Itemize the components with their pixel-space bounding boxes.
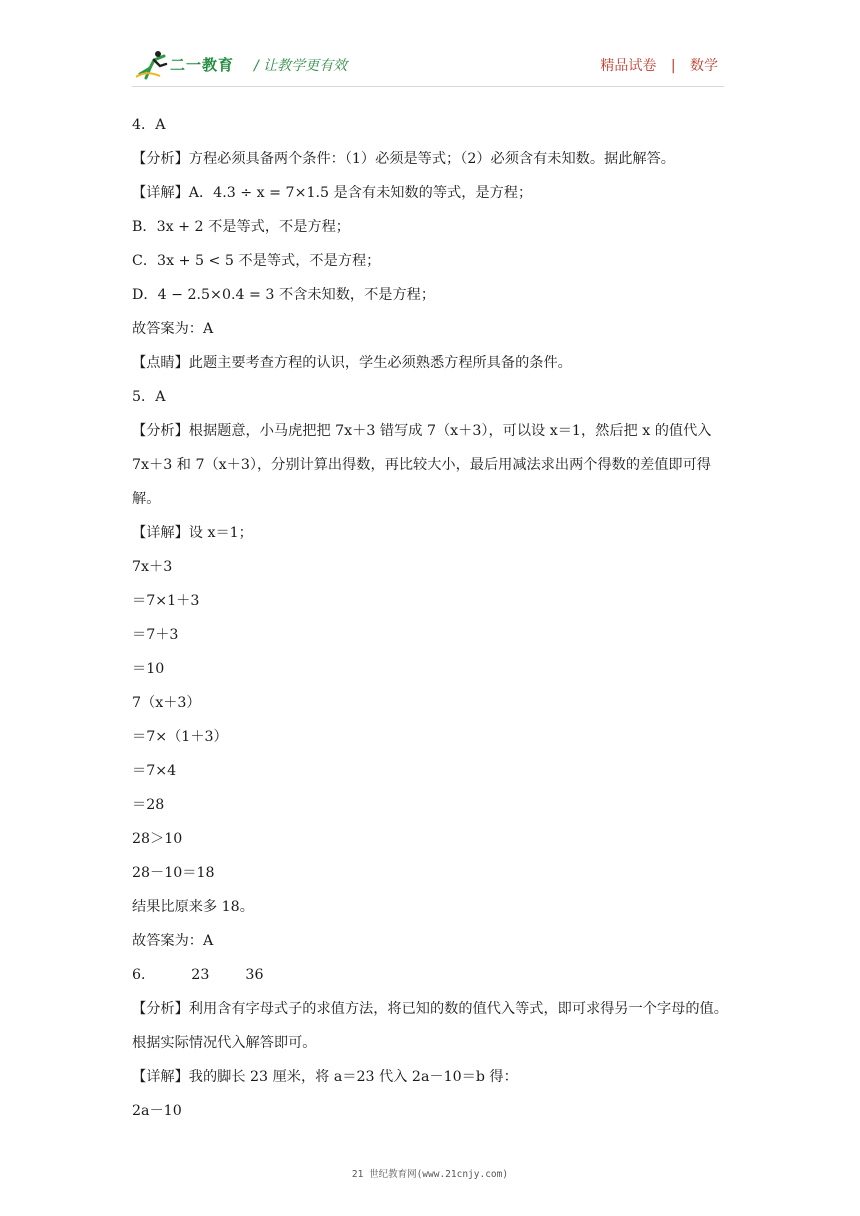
detail-5-intro: 【详解】设 x＝1； [132, 525, 253, 541]
detail-4-b: B．3x + 2 不是等式，不是方程； [132, 219, 350, 235]
detail-4-c: C．3x + 5 < 5 不是等式，不是方程； [132, 253, 381, 269]
calc-line: ＝7＋3 [132, 627, 179, 643]
answer-4: 故答案为：A [132, 321, 214, 337]
calc-line: 28－10＝18 [132, 865, 215, 881]
calc-line: 7x＋3 [132, 559, 173, 575]
detail-6-intro: 【详解】我的脚长 23 厘米，将 a＝23 代入 2a－10＝b 得： [132, 1069, 518, 1085]
header-tag [600, 55, 718, 75]
question-5-heading: 5．A [132, 389, 166, 405]
header-divider [132, 86, 724, 87]
calc-line: ＝28 [132, 797, 165, 813]
page-header [0, 0, 860, 92]
header-subject: 数学 [690, 58, 718, 74]
answer-5: 故答案为：A [132, 933, 214, 949]
calc-line: 28＞10 [132, 831, 183, 847]
detail-4-a: 【详解】A．4.3 ÷ x = 7×1.5 是含有未知数的等式，是方程； [132, 185, 533, 201]
calc-line: ＝7×1＋3 [132, 593, 200, 609]
question-6-heading: 6． 23 36 [132, 967, 264, 983]
logo-text: 二一教育 [170, 56, 235, 74]
detail-4-d: D．4 − 2.5×0.4 = 3 不含未知数，不是方程； [132, 287, 436, 303]
calc-line: ＝10 [132, 661, 165, 677]
question-4-heading: 4．A [132, 117, 166, 133]
page-footer: 21 世纪教育网(www.21cnjy.com) [351, 1169, 509, 1180]
analysis-5: 【分析】根据题意，小马虎把把 7x＋3 错写成 7（x＋3），可以设 x＝1，然后把 x 的值代入 7x＋3 和 7（x＋3），分别计算出得数，再比较大小，最后用减法求出两个得数的差值即可得解。 [132, 423, 712, 507]
running-figure-icon [136, 50, 170, 80]
header-label: 精品试卷 [600, 58, 657, 74]
note-4: 【点睛】此题主要考查方程的认识，学生必须熟悉方程所具备的条件。 [132, 355, 572, 371]
answer-content [132, 108, 732, 1128]
analysis-6: 【分析】利用含有字母式子的求值方法，将已知的数的值代入等式，即可求得另一个字母的值。根据实际情况代入解答即可。 [132, 1001, 728, 1051]
analysis-4: 【分析】方程必须具备两个条件：（1）必须是等式；（2）必须含有未知数。据此解答。 [132, 151, 675, 167]
result-5: 结果比原来多 18。 [132, 899, 254, 915]
calc-line: 2a－10 [132, 1103, 182, 1119]
calc-line: ＝7×4 [132, 763, 177, 779]
brand-logo [136, 50, 272, 80]
header-separator: | [670, 58, 676, 74]
calc-line: ＝7×（1＋3） [132, 729, 228, 745]
calc-line: 7（x＋3） [132, 695, 201, 711]
slogan: / 让教学更有效 [254, 58, 348, 74]
